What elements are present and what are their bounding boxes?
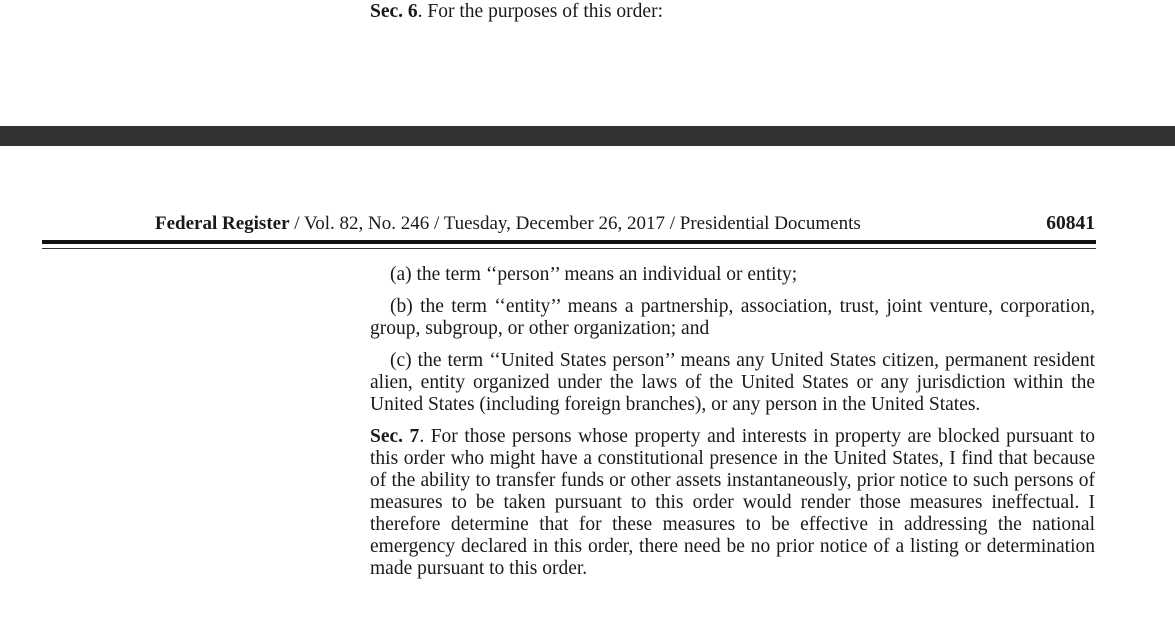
header-sep-2: / <box>429 213 444 234</box>
header-date: Tuesday, December 26, 2017 <box>443 213 665 234</box>
page-number: 60841 <box>1046 213 1095 234</box>
header-volume: Vol. 82, No. 246 <box>303 213 430 234</box>
text-column <box>370 264 1095 580</box>
header-rule-thin <box>42 248 1096 249</box>
page-break-band <box>0 126 1175 146</box>
header-publication: Federal Register <box>155 213 290 234</box>
definition-a: (a) the term ‘‘person’’ means an individual or entity; <box>390 264 798 285</box>
sec6-text: . For the purposes of this order: <box>417 1 663 22</box>
sec6-heading <box>370 0 663 24</box>
definition-c: (c) the term ‘‘United States person’’ means any United States citizen, permanent resident alien, entity organized under the laws of the United States or any jurisdiction within the United States (including foreign branches), or any person in the United States. <box>370 350 1095 415</box>
sec7-paragraph <box>370 426 1095 580</box>
header-sep-1: / <box>289 213 304 234</box>
header-citation <box>155 212 861 236</box>
definition-b: (b) the term ‘‘entity’’ means a partnership, association, trust, joint venture, corporation, group, subgroup, or other organization; and <box>370 296 1095 339</box>
header-sep-3: / <box>664 213 680 234</box>
sec7-label: Sec. 7 <box>370 426 420 447</box>
sec7-text: . For those persons whose property and interests in property are blocked pursuant to this order who might have a constitutional presence in the United States, I find that because of the ability to transfer funds or other assets instantaneously, prior notice to such persons of measures to be taken pursuant to this order would render those measures ineffectual. I therefore determine that for these measures to be effective in addressing the national emergency declared in this order, there need be no prior notice of a listing or determination made pursuant to this order. <box>370 426 1095 579</box>
sec6-label: Sec. 6 <box>370 1 418 22</box>
header-section: Presidential Documents <box>679 213 861 234</box>
header-rule-thick <box>42 240 1096 244</box>
